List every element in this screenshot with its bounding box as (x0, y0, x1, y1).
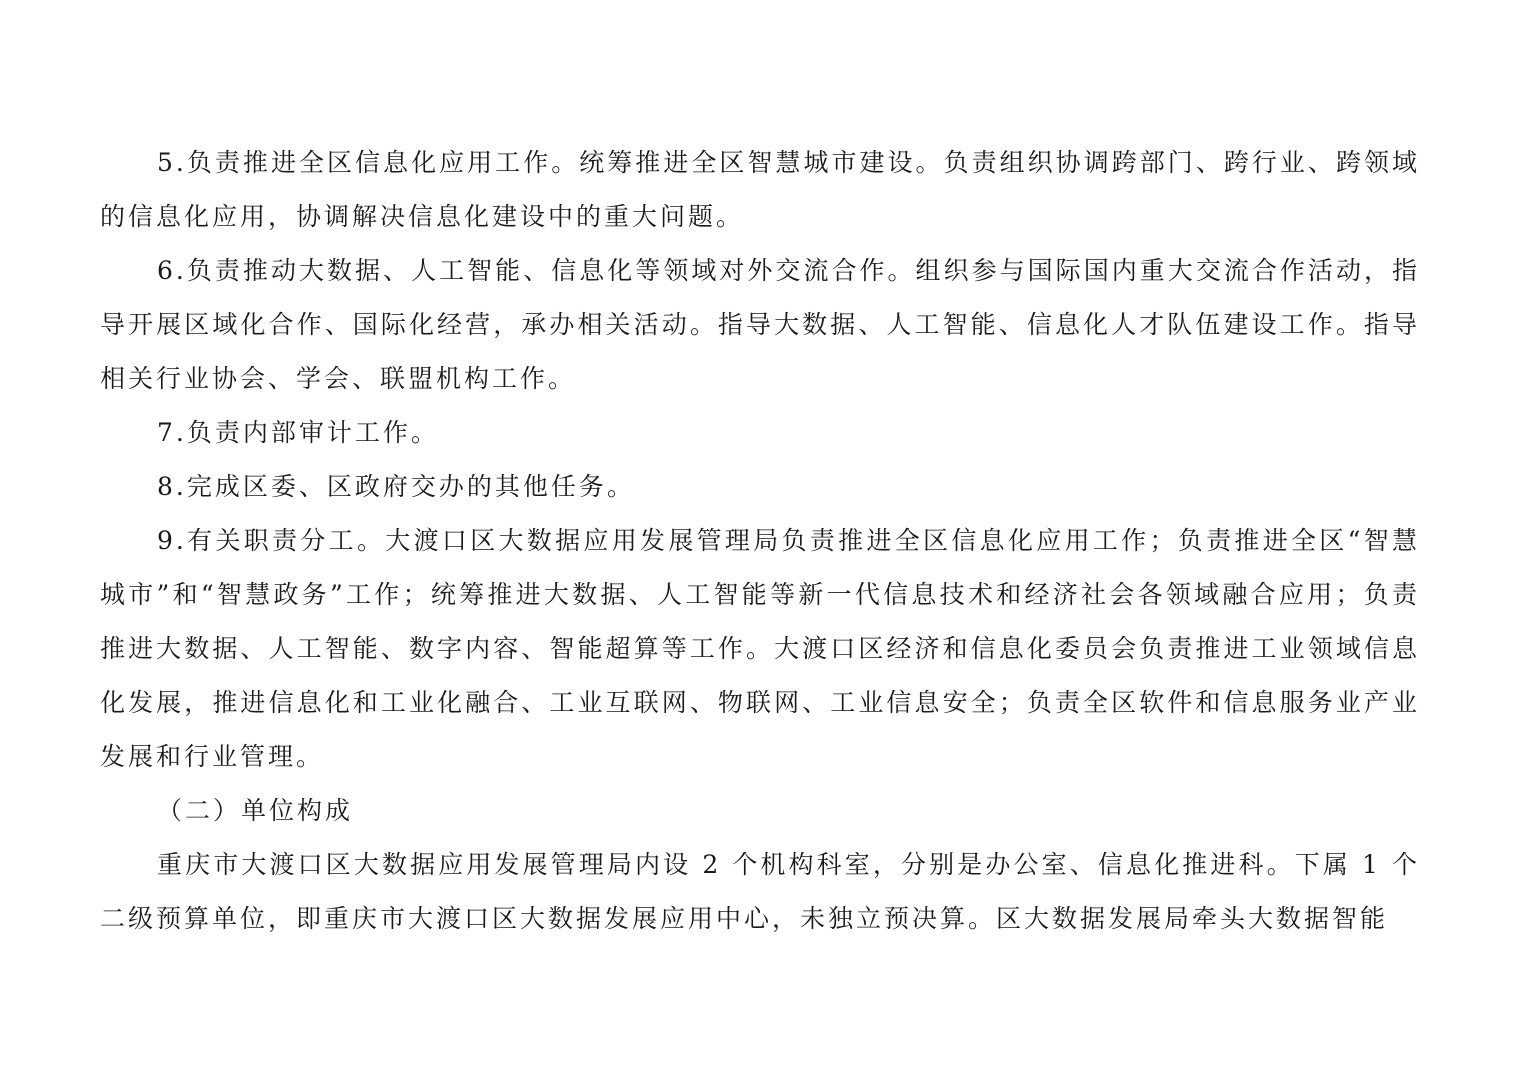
document-body (100, 136, 1420, 946)
paragraph-item-6: 6.负责推动大数据、人工智能、信息化等领域对外交流合作。组织参与国际国内重大交流合作活动，指导开展区域化合作、国际化经营，承办相关活动。指导大数据、人工智能、信息化人才队伍建设工作。指导相关行业协会、学会、联盟机构工作。 (100, 256, 1420, 393)
paragraph-item-8: 8.完成区委、区政府交办的其他任务。 (157, 472, 635, 501)
section-heading: （二）单位构成 (157, 796, 354, 825)
paragraph-item-7: 7.负责内部审计工作。 (157, 418, 439, 447)
paragraph-item-9: 9.有关职责分工。大渡口区大数据应用发展管理局负责推进全区信息化应用工作；负责推进全区“智慧城市”和“智慧政务”工作；统筹推进大数据、人工智能等新一代信息技术和经济社会各领域融合应用；负责推进大数据、人工智能、数字内容、智能超算等工作。大渡口区经济和信息化委员会负责推进工业领域信息化发展，推进信息化和工业化融合、工业互联网、物联网、工业信息安全；负责全区软件和信息服务业产业发展和行业管理。 (100, 526, 1420, 771)
section-paragraph: 重庆市大渡口区大数据应用发展管理局内设 2 个机构科室，分别是办公室、信息化推进科。下属 1 个二级预算单位，即重庆市大渡口区大数据发展应用中心，未独立预决算。区大数据发展局牵头大数据智能 (100, 850, 1420, 933)
paragraph-item-5: 5.负责推进全区信息化应用工作。统筹推进全区智慧城市建设。负责组织协调跨部门、跨行业、跨领域的信息化应用，协调解决信息化建设中的重大问题。 (100, 148, 1420, 231)
